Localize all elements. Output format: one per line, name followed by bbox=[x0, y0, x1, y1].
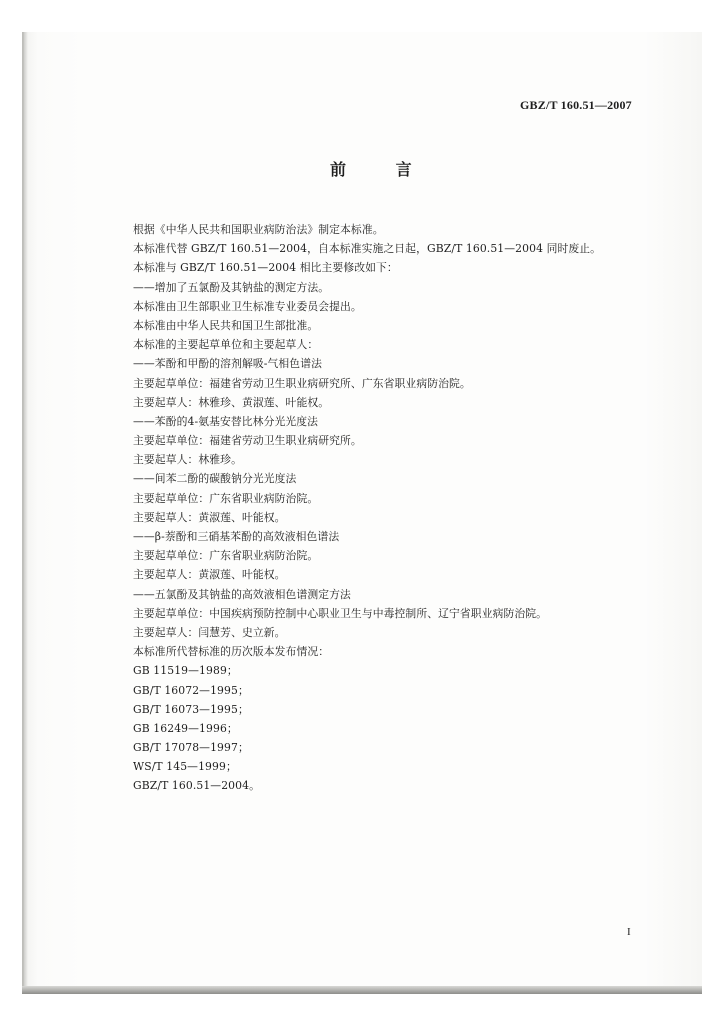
text-line: ——增加了五氯酚及其钠盐的测定方法。 bbox=[133, 280, 330, 294]
text-line: 主要起草单位：广东省职业病防治院。 bbox=[133, 491, 319, 505]
text-line: GB/T 16072—1995； bbox=[133, 683, 249, 697]
text-line: 主要起草人：闫慧芳、史立新。 bbox=[133, 625, 286, 639]
page-edge-shadow bbox=[22, 32, 28, 992]
text-line: ——β-萘酚和三硝基苯酚的高效液相色谱法 bbox=[133, 530, 340, 543]
text-line: 主要起草单位：福建省劳动卫生职业病研究所。 bbox=[133, 434, 362, 448]
text-line: 主要起草人：黄淑莲、叶能权。 bbox=[133, 510, 286, 524]
text-line: GB/T 17078—1997； bbox=[133, 741, 249, 755]
text-line: GB 11519—1989； bbox=[133, 664, 238, 678]
text-line: 主要起草单位：广东省职业病防治院。 bbox=[133, 549, 319, 563]
text-line: ——苯酚的4-氨基安替比林分光光度法 bbox=[133, 414, 319, 428]
text-line: 本标准所代替标准的历次版本发布情况： bbox=[133, 645, 330, 659]
text-line: 主要起草人：林雅珍。 bbox=[133, 453, 242, 467]
text-line: WS/T 145—1999； bbox=[133, 760, 237, 774]
text-line: 主要起草人：林雅珍、黄淑莲、叶能权。 bbox=[133, 395, 330, 409]
text-line: 根据《中华人民共和国职业病防治法》制定本标准。 bbox=[133, 223, 384, 236]
text-line: GBZ/T 160.51—2004。 bbox=[133, 779, 260, 793]
text-line: ——苯酚和甲酚的溶剂解吸-气相色谱法 bbox=[133, 357, 322, 371]
standard-code: GBZ/T 160.51—2007 bbox=[520, 98, 632, 112]
text-line: 本标准的主要起草单位和主要起草人： bbox=[133, 338, 319, 352]
text-line: 本标准与 GBZ/T 160.51—2004 相比主要修改如下： bbox=[133, 261, 398, 275]
page-bottom-edge bbox=[22, 986, 702, 994]
preface-body bbox=[133, 220, 633, 796]
text-line: ——间苯二酚的碳酸钠分光光度法 bbox=[133, 472, 297, 486]
text-line: 主要起草单位：中国疾病预防控制中心职业卫生与中毒控制所、辽宁省职业病防治院。 bbox=[133, 606, 548, 620]
page-title: 前 言 bbox=[330, 160, 434, 179]
text-line: 本标准由卫生部职业卫生标准专业委员会提出。 bbox=[133, 299, 362, 313]
text-line: ——五氯酚及其钠盐的高效液相色谱测定方法 bbox=[133, 587, 351, 601]
text-line: 主要起草单位：福建省劳动卫生职业病研究所、广东省职业病防治院。 bbox=[133, 376, 471, 390]
text-line: 主要起草人：黄淑莲、叶能权。 bbox=[133, 568, 286, 582]
page-number: I bbox=[627, 926, 631, 938]
text-line: GB 16249—1996； bbox=[133, 721, 238, 735]
text-line: 本标准由中华人民共和国卫生部批准。 bbox=[133, 318, 319, 332]
text-line: 本标准代替 GBZ/T 160.51—2004，自本标准实施之日起，GBZ/T 160.51—2004 同时废止。 bbox=[133, 242, 602, 256]
text-line: GB/T 16073—1995； bbox=[133, 702, 249, 716]
